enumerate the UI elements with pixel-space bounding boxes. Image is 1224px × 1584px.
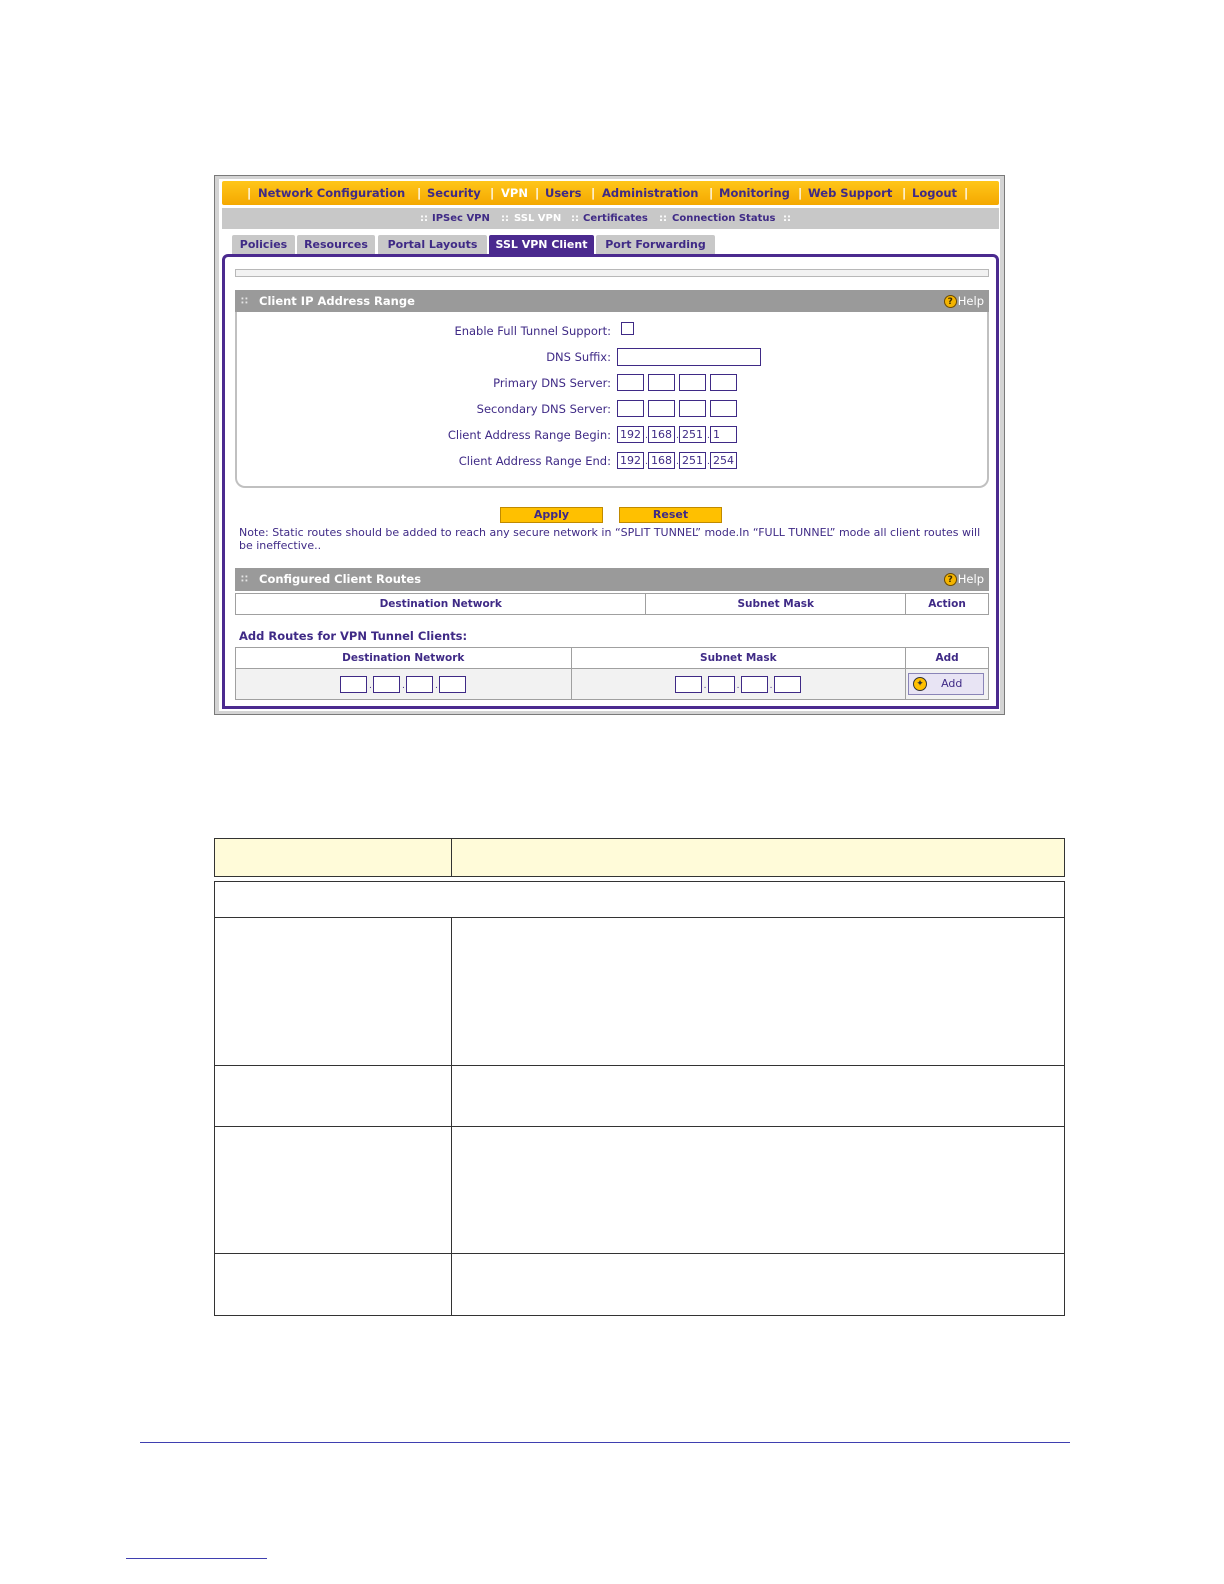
subnav-ssl-vpn[interactable]: SSL VPN (514, 213, 562, 224)
nav-security[interactable]: Security (427, 186, 481, 200)
nav-logout[interactable]: Logout (912, 186, 958, 200)
help-label: Help (957, 294, 984, 308)
add-cell (906, 669, 989, 700)
subnav-separator: :: (501, 213, 509, 224)
nav-separator: | (709, 186, 714, 200)
mask-octet-4[interactable] (774, 676, 801, 693)
description-row (214, 1254, 1065, 1316)
add-button-label: Add (941, 677, 963, 690)
nav-separator: | (490, 186, 495, 200)
description-row (214, 918, 1065, 1066)
octet-dot: . (703, 681, 707, 691)
primary-dns-row (237, 374, 991, 394)
octet-dot: . (369, 681, 372, 691)
octet-dot: . (676, 431, 679, 441)
dest-octet-4[interactable] (439, 676, 466, 693)
subnav-separator: :: (420, 213, 428, 224)
secondary-dns-label: Secondary DNS Server: (476, 402, 611, 416)
nav-users[interactable]: Users (545, 186, 582, 200)
add-routes-title: Add Routes for VPN Tunnel Clients: (239, 629, 468, 643)
client-range-help[interactable] (944, 290, 984, 313)
tab-portal-layouts[interactable]: Portal Layouts (378, 235, 487, 254)
description-row (214, 1066, 1065, 1127)
routes-help[interactable] (944, 568, 984, 591)
range-begin-octet-1[interactable]: 192 (617, 426, 644, 443)
octet-dot: . (645, 457, 648, 467)
primary-dns-octet-4[interactable] (710, 374, 737, 391)
secondary-dns-row (237, 400, 991, 420)
split-tunnel-note: Note: Static routes should be added to reach any secure network in “SPLIT TUNNEL” mode.In “FULL TUNNEL” mode all client routes will be ineffective.. (239, 526, 981, 552)
subnav-separator: :: (783, 213, 791, 224)
col-subnet-mask: Subnet Mask (646, 594, 906, 615)
column-divider (451, 918, 452, 1065)
subnav-ipsec-vpn[interactable]: IPSec VPN (432, 213, 490, 224)
routes-title: Configured Client Routes (259, 572, 422, 586)
nav-vpn[interactable]: VPN (501, 186, 528, 200)
secondary-dns-octet-4[interactable] (710, 400, 737, 417)
octet-dot: . (402, 681, 405, 691)
client-range-form (235, 312, 989, 488)
help-icon: ? (944, 573, 957, 586)
apply-button[interactable]: Apply (500, 507, 603, 523)
sub-navigation (222, 208, 999, 229)
destination-network-cell (236, 669, 572, 700)
full-tunnel-label: Enable Full Tunnel Support: (454, 324, 611, 338)
octet-dot: . (707, 457, 710, 467)
plus-icon: ✦ (913, 677, 927, 691)
nav-separator: | (247, 186, 252, 200)
nav-network-configuration[interactable]: Network Configuration (258, 186, 406, 200)
dns-suffix-input[interactable] (617, 348, 761, 366)
dest-octet-1[interactable] (340, 676, 367, 693)
description-header-row (214, 838, 1065, 877)
range-begin-octet-4[interactable]: 1 (710, 426, 737, 443)
nav-separator: | (902, 186, 907, 200)
subnav-certificates[interactable]: Certificates (583, 213, 648, 224)
subnav-separator: :: (571, 213, 579, 224)
routes-header (235, 568, 989, 591)
nav-web-support[interactable]: Web Support (808, 186, 893, 200)
add-route-row (236, 669, 989, 700)
add-route-button[interactable] (908, 673, 984, 695)
range-end-octet-4[interactable]: 254 (710, 452, 737, 469)
grip-icon: ∷ (241, 296, 248, 307)
nav-separator: | (591, 186, 596, 200)
client-range-header (235, 290, 989, 313)
range-begin-row (237, 426, 991, 446)
mask-octet-1[interactable] (675, 676, 702, 693)
col-destination-network: Destination Network (236, 594, 646, 615)
range-end-row (237, 452, 991, 472)
range-end-octet-3[interactable]: 251 (679, 452, 706, 469)
client-range-title: Client IP Address Range (259, 294, 415, 308)
col-subnet-mask: Subnet Mask (571, 648, 906, 669)
secondary-dns-octet-1[interactable] (617, 400, 644, 417)
secondary-dns-octet-3[interactable] (679, 400, 706, 417)
octet-dot: . (435, 681, 438, 691)
footer-rule (140, 1442, 1070, 1443)
add-routes-table (235, 647, 989, 700)
dns-suffix-label: DNS Suffix: (546, 350, 611, 364)
content-panel (222, 254, 999, 709)
range-begin-octet-2[interactable]: 168 (648, 426, 675, 443)
top-navigation (222, 181, 999, 205)
subnav-separator: :: (659, 213, 667, 224)
range-end-octet-2[interactable]: 168 (648, 452, 675, 469)
primary-dns-octet-1[interactable] (617, 374, 644, 391)
column-divider (451, 1066, 452, 1126)
dest-octet-3[interactable] (406, 676, 433, 693)
help-label: Help (957, 572, 984, 586)
octet-dot: . (645, 431, 648, 441)
nav-separator: | (417, 186, 422, 200)
nav-monitoring[interactable]: Monitoring (719, 186, 790, 200)
subnet-mask-cell (571, 669, 906, 700)
range-begin-octet-3[interactable]: 251 (679, 426, 706, 443)
octet-dot: . (707, 431, 710, 441)
column-divider (451, 1127, 452, 1253)
tab-resources[interactable]: Resources (297, 235, 375, 254)
nav-separator: | (798, 186, 803, 200)
reset-button[interactable]: Reset (619, 507, 722, 523)
configured-routes-table (235, 593, 989, 615)
col-add: Add (906, 648, 989, 669)
column-divider (451, 839, 452, 876)
octet-dot: . (736, 681, 740, 691)
col-action: Action (906, 594, 989, 615)
router-ui (219, 179, 1000, 711)
status-bar (235, 269, 989, 277)
column-divider (451, 1254, 452, 1315)
dest-octet-2[interactable] (373, 676, 400, 693)
tab-port-forwarding[interactable]: Port Forwarding (596, 235, 715, 254)
full-tunnel-checkbox[interactable] (621, 322, 634, 335)
mask-octet-3[interactable] (741, 676, 768, 693)
secondary-dns-octet-2[interactable] (648, 400, 675, 417)
mask-octet-2[interactable] (708, 676, 735, 693)
primary-dns-label: Primary DNS Server: (493, 376, 611, 390)
octet-dot: . (676, 457, 679, 467)
dns-suffix-row (237, 348, 991, 368)
screenshot-frame (214, 175, 1005, 715)
nav-administration[interactable]: Administration (602, 186, 699, 200)
primary-dns-octet-2[interactable] (648, 374, 675, 391)
primary-dns-octet-3[interactable] (679, 374, 706, 391)
col-destination-network: Destination Network (236, 648, 572, 669)
description-row (214, 1127, 1065, 1254)
range-begin-label: Client Address Range Begin: (447, 428, 611, 442)
nav-separator: | (964, 186, 969, 200)
grip-icon: ∷ (241, 574, 248, 585)
footer-link-underline (126, 1558, 267, 1559)
octet-dot: . (769, 681, 773, 691)
tab-policies[interactable]: Policies (232, 235, 295, 254)
subnav-connection-status[interactable]: Connection Status (672, 213, 776, 224)
range-end-octet-1[interactable]: 192 (617, 452, 644, 469)
help-icon: ? (944, 295, 957, 308)
full-tunnel-row (237, 322, 991, 342)
range-end-label: Client Address Range End: (458, 454, 611, 468)
nav-separator: | (535, 186, 540, 200)
description-section-row (214, 881, 1065, 918)
tab-ssl-vpn-client[interactable]: SSL VPN Client (489, 235, 594, 254)
